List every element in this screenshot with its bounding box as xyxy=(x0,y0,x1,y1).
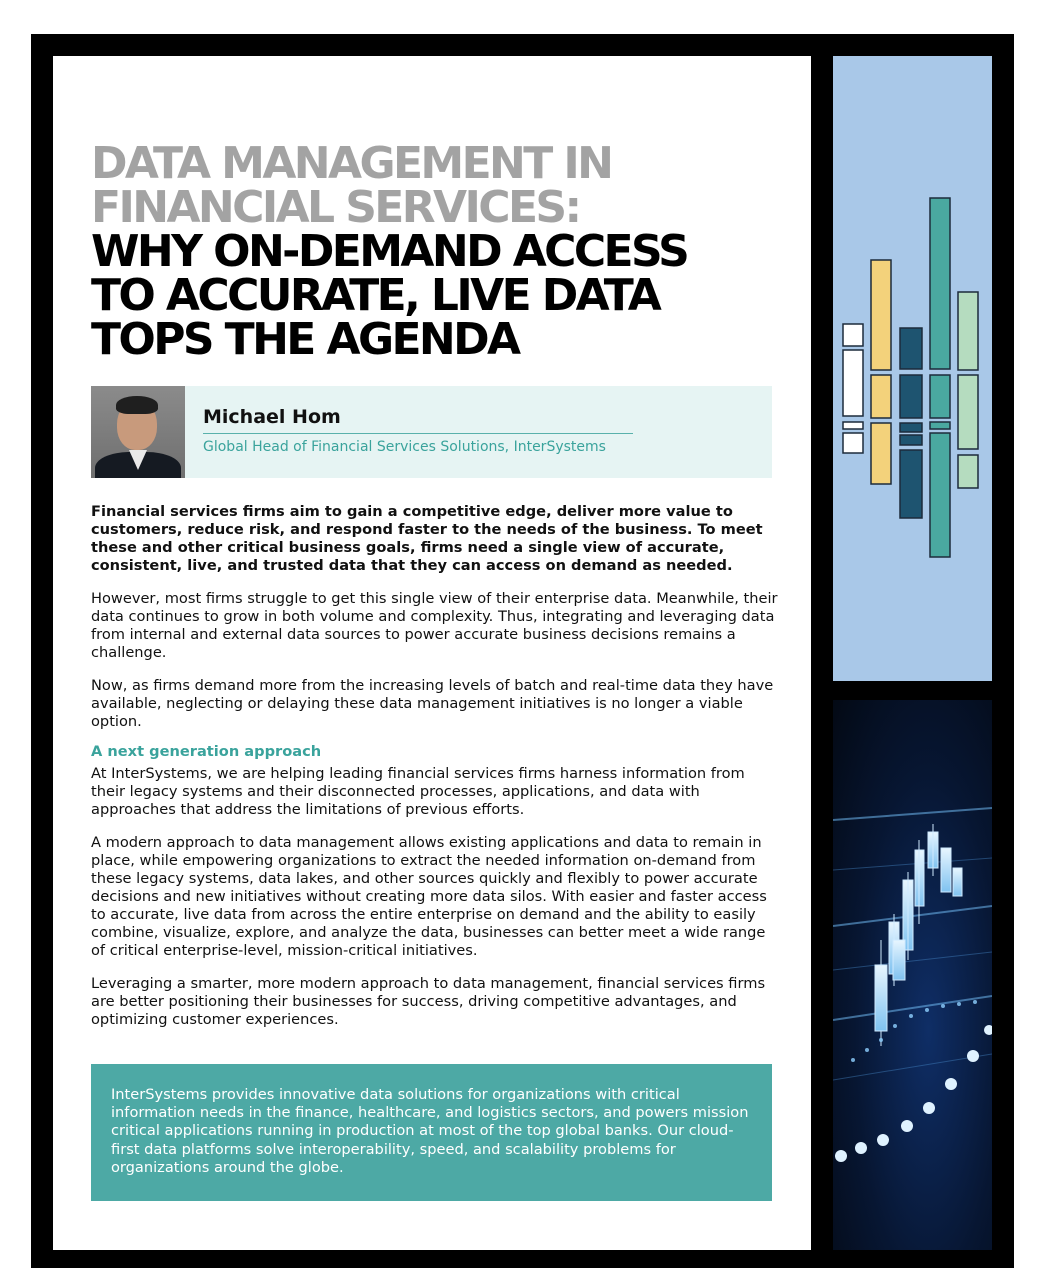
paragraph-2: Now, as firms demand more from the increasing levels of batch and real-time data they have available, neglecting or delaying these data management initiatives is no longer a viable option. xyxy=(91,677,774,730)
author-card xyxy=(91,386,772,478)
bar-graphic-svg xyxy=(833,56,992,681)
paragraph-3: At InterSystems, we are helping leading financial services firms harness information from their legacy systems and their disconnected processes, applications, and data with approaches that address the limitations of previous efforts. xyxy=(91,765,745,818)
title-line-black-3: TOPS THE AGENDA xyxy=(91,314,519,365)
section-heading: A next generation approach xyxy=(91,743,322,760)
page-title xyxy=(91,138,791,365)
candlestick-photo-svg xyxy=(833,700,992,1250)
article-body xyxy=(91,503,781,1044)
document-page xyxy=(53,56,811,1250)
author-photo xyxy=(91,386,185,478)
title-line-grey-2: FINANCIAL SERVICES: xyxy=(91,182,580,233)
paragraph-1: However, most firms struggle to get this single view of their enterprise data. Meanwhile, their data continues to grow in both volume and complexity. Thus, integrating and leveraging data from internal and external data sources to power accurate business decisions remains a challenge. xyxy=(91,590,778,661)
author-divider xyxy=(203,433,633,434)
title-line-black-1: WHY ON-DEMAND ACCESS xyxy=(91,226,688,277)
title-line-grey-1: DATA MANAGEMENT IN xyxy=(91,138,612,189)
title-line-black-2: TO ACCURATE, LIVE DATA xyxy=(91,270,660,321)
stock-candlestick-photo xyxy=(833,700,992,1250)
author-name: Michael Hom xyxy=(203,406,341,428)
abstract-bar-graphic xyxy=(833,56,992,681)
paragraph-5: Leveraging a smarter, more modern approach to data management, financial services firms are better positioning their businesses for success, driving competitive advantages, and optimizing customer experiences. xyxy=(91,975,766,1028)
company-callout: InterSystems provides innovative data solutions for organizations with critical information needs in the finance, healthcare, and logistics sectors, and powers mission critical applications running in production at most of the top global banks. Our cloud-first data platforms solve interoperability, speed, and scalability problems for organizations around the globe. xyxy=(91,1064,772,1201)
lead-paragraph: Financial services firms aim to gain a competitive edge, deliver more value to customers, reduce risk, and respond faster to the needs of the business. To meet these and other critical business goals, firms need a single view of accurate, consistent, live, and trusted data that they can access on demand as needed. xyxy=(91,503,763,574)
author-role: Global Head of Financial Services Solutions, InterSystems xyxy=(203,439,606,455)
paragraph-4: A modern approach to data management allows existing applications and data to remain in place, while empowering organizations to extract the needed information on-demand from these legacy systems, data lakes, and other sources quickly and flexibly to power accurate decisions and new initiatives without creating more data silos. With easier and faster access to accurate, live data from across the entire enterprise on demand and the ability to easily combine, visualize, explore, and analyze the data, businesses can better meet a wide range of critical enterprise-level, mission-critical initiatives. xyxy=(91,834,767,959)
